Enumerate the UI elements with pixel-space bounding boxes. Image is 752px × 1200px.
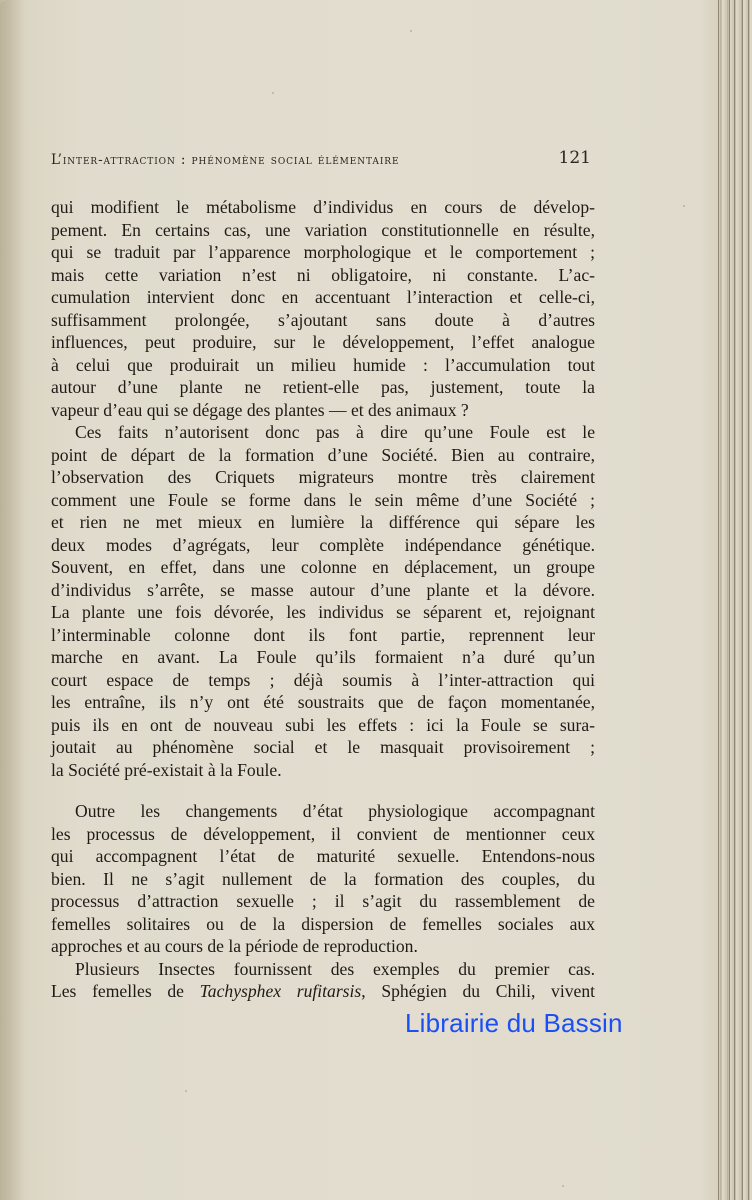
text-line: Les femelles de Tachysphex rufitarsis, Sphégien du Chili, vivent	[51, 981, 596, 1001]
text-line: approches et au cours de la période de reproduction.	[51, 936, 418, 956]
text-line: marche en avant. La Foule qu’ils formaient n’a duré qu’un	[51, 647, 595, 667]
text-line: joutait au phénomène social et le masquait provisoirement ;	[51, 737, 595, 757]
text-line: Souvent, en effet, dans une colonne en déplacement, un groupe	[51, 557, 595, 577]
text-line: qui accompagnent l’état de maturité sexuelle. Entendons-nous	[51, 846, 595, 866]
paper-speck	[410, 30, 412, 32]
gutter-shadow	[0, 0, 24, 1200]
paper-speck	[683, 205, 685, 207]
text-line: puis ils en ont de nouveau subi les effets : ici la Foule se sura-	[51, 714, 595, 735]
text-line: l’observation des Criquets migrateurs montre très clairement	[51, 467, 595, 487]
paragraph	[51, 421, 595, 781]
paragraph	[51, 958, 595, 1003]
text-line: pement. En certains cas, une variation constitutionnelle en résulte,	[51, 219, 595, 240]
page-edges	[718, 0, 752, 1200]
italic-species-name: Tachysphex rufitarsis	[199, 981, 362, 1001]
text-line: La plante une fois dévorée, les individus se séparent et, rejoignant	[51, 602, 595, 622]
section-gap	[51, 781, 595, 800]
text-line: point de départ de la formation d’une Société. Bien au contraire,	[51, 444, 595, 465]
text-line: qui modifient le métabolisme d’individus en cours de dévelop-	[51, 197, 595, 217]
text-line: qui se traduit par l’apparence morphologique et le comportement ;	[51, 242, 595, 262]
running-head-title: L’inter-attraction : phénomène social élémentaire	[51, 152, 400, 168]
text-line: suffisamment prolongée, s’ajoutant sans doute à d’autres	[51, 309, 595, 330]
text-line: Outre les changements d’état physiologique accompagnant	[75, 801, 595, 821]
text-line: court espace de temps ; déjà soumis à l’inter-attraction qui	[51, 669, 595, 690]
text-line: d’individus s’arrête, se masse autour d’une plante et la dévore.	[51, 579, 595, 600]
paper-speck	[185, 1090, 187, 1092]
paragraph	[51, 800, 595, 958]
text-line: la Société pré-existait à la Foule.	[51, 759, 282, 780]
text-line: Plusieurs Insectes fournissent des exemples du premier cas.	[75, 958, 595, 979]
text-line: femelles solitaires ou de la dispersion de femelles sociales aux	[51, 913, 595, 934]
text-line: comment une Foule se forme dans le sein même d’une Société ;	[51, 489, 595, 510]
text-line: l’interminable colonne dont ils font partie, reprennent leur	[51, 624, 595, 645]
text-line: influences, peut produire, sur le développement, l’effet analogue	[51, 332, 595, 352]
text-line: vapeur d’eau qui se dégage des plantes — et des animaux ?	[51, 399, 469, 420]
text-line: et rien ne met mieux en lumière la différence qui sépare les	[51, 512, 595, 532]
text-line: deux modes d’agrégats, leur complète indépendance génétique.	[51, 534, 595, 555]
paper-speck	[562, 1185, 564, 1187]
text-line: bien. Il ne s’agit nullement de la formation des couples, du	[51, 868, 595, 889]
page-number: 121	[558, 148, 591, 168]
text-line: les processus de développement, il convient de mentionner ceux	[51, 823, 595, 844]
text-line: autour d’une plante ne retient-elle pas, justement, toute la	[51, 377, 595, 397]
paper-speck	[272, 92, 274, 94]
text-line: mais cette variation n’est ni obligatoire, ni constante. L’ac-	[51, 264, 595, 285]
text-line: processus d’attraction sexuelle ; il s’agit du rassemblement de	[51, 891, 595, 911]
text-line: cumulation intervient donc en accentuant l’interaction et celle-ci,	[51, 287, 595, 307]
body-text	[51, 196, 595, 1003]
text-line: Ces faits n’autorisent donc pas à dire qu’une Foule est le	[75, 422, 595, 442]
paragraph	[51, 196, 595, 421]
running-head	[51, 148, 591, 170]
watermark-text: Librairie du Bassin	[405, 1008, 623, 1038]
text-line: les entraîne, ils n’y ont été soustraits que de façon momentanée,	[51, 692, 595, 712]
text-line: à celui que produirait un milieu humide : l’accumulation tout	[51, 354, 595, 375]
